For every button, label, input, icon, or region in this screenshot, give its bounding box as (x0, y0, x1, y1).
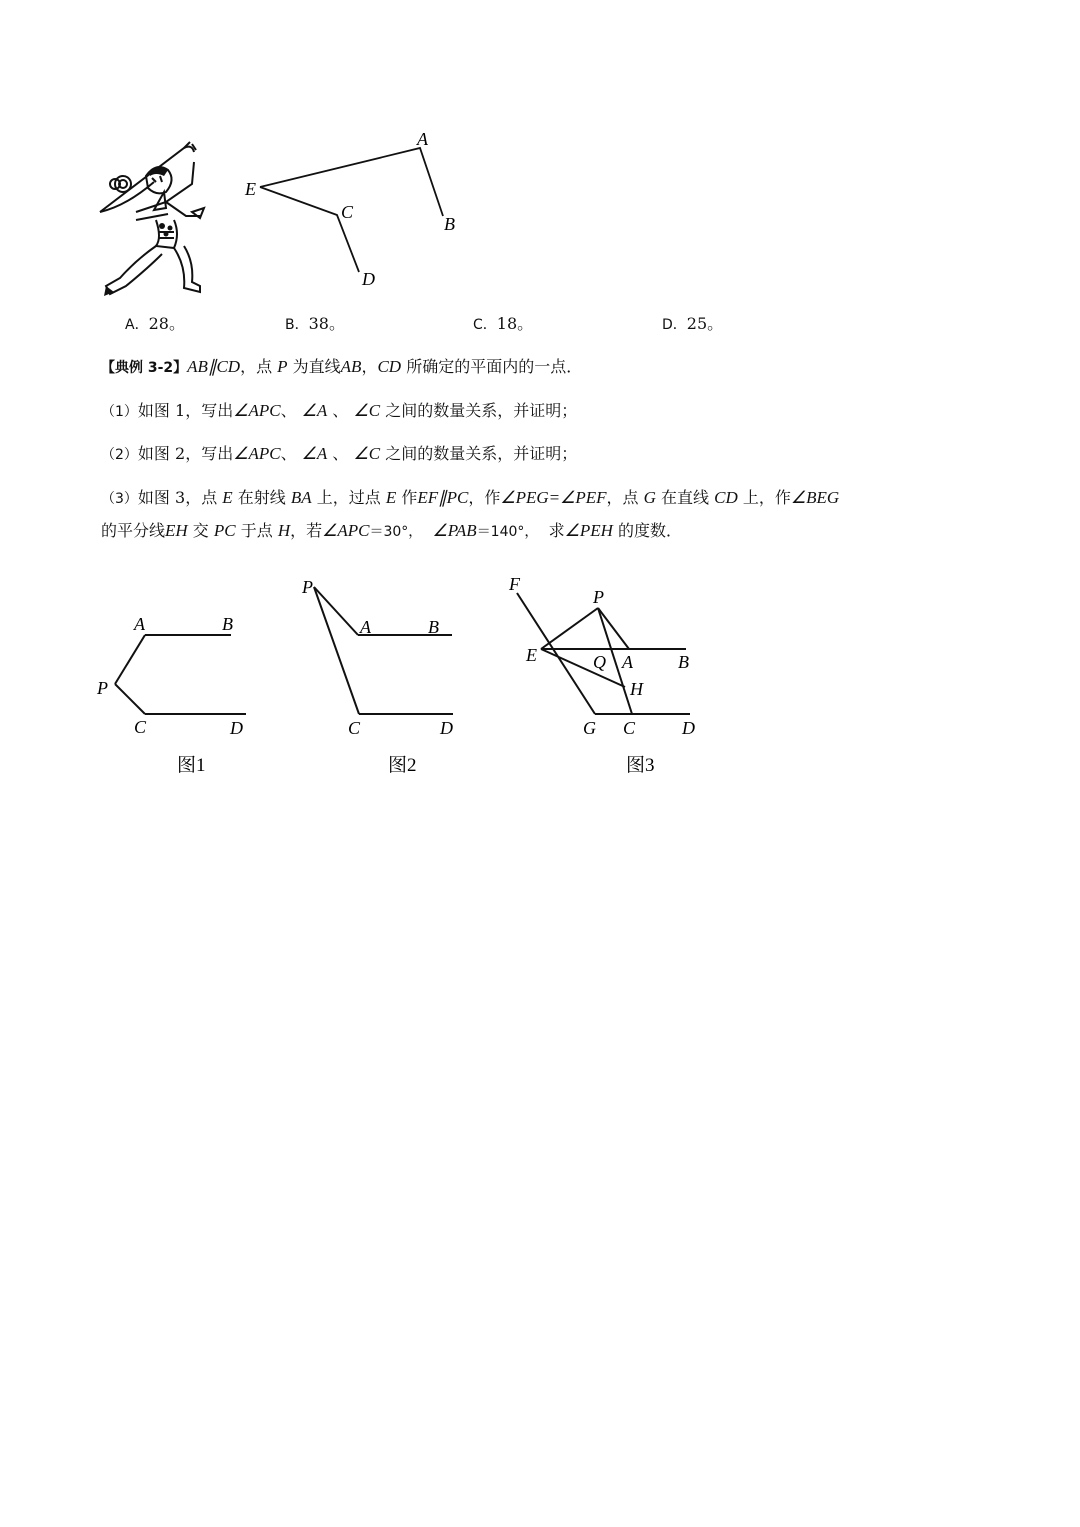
fig3-label-p: P (593, 587, 604, 607)
angle-value: ＝30°， (369, 524, 423, 540)
dancer-illustration (96, 136, 208, 302)
angle-peh: ∠PEH (564, 521, 613, 540)
label-e: E (245, 179, 256, 199)
fig2-label-d: D (440, 718, 453, 738)
fig1-label-c: C (134, 717, 147, 737)
parallel-ef-pc: EF∥PC (417, 488, 469, 507)
fig3-label-a: A (622, 652, 633, 672)
ray-ba: BA (290, 488, 312, 507)
option-value: 28 (148, 314, 169, 333)
option-d (662, 311, 723, 334)
question-text: 的度数． (618, 521, 683, 540)
angle-a: ∠A (301, 401, 328, 420)
question-text: ，若 (290, 521, 323, 540)
fig3-label-c: C (623, 718, 636, 738)
question-text: 交 (192, 521, 209, 540)
segment-pa (115, 635, 145, 684)
question-text: 在射线 (237, 488, 286, 507)
option-letter: A． (125, 317, 149, 333)
question-text: 作 (401, 488, 418, 507)
fig3-caption: 图3 (626, 755, 655, 776)
question-text: 之间的数量关系，并证明； (385, 401, 578, 420)
question-3-line-2 (101, 520, 682, 543)
angle-a: ∠A (301, 444, 328, 463)
fig3-label-d: D (682, 718, 695, 738)
angle-equation: ∠PEG=∠PEF (500, 488, 607, 507)
figures-row (0, 560, 760, 790)
figure-3 (508, 574, 695, 776)
question-text: 如图 3，点 (137, 488, 218, 507)
question-text: 如图 1，写出 (137, 401, 234, 420)
fig3-label-f: F (509, 574, 520, 594)
point-e: E (222, 488, 233, 507)
statement-text: 为直线 (292, 357, 341, 376)
label-a: A (417, 129, 428, 149)
statement-text: ， (361, 357, 378, 376)
angle-value: ＝140°， (476, 524, 539, 540)
fig2-label-a: A (360, 617, 371, 637)
question-text: ，点 (606, 488, 639, 507)
separator: 、 (280, 444, 297, 463)
question-3-line-1 (101, 487, 839, 510)
fig1-caption: 图1 (177, 755, 206, 776)
line-cd: CD (714, 488, 738, 507)
segment-ep (541, 608, 598, 649)
question-text: 如图 2，写出 (137, 444, 234, 463)
question-text: 上，过点 (316, 488, 381, 507)
point-e: E (385, 488, 397, 507)
statement-text: 所确定的平面内的一点． (406, 357, 583, 376)
question-2 (101, 443, 577, 466)
question-number: （2） (101, 447, 138, 463)
question-text: 求 (548, 521, 565, 540)
polyline-e-c-d (260, 187, 359, 272)
separator: 、 (280, 401, 297, 420)
option-b (285, 311, 345, 334)
fig2-label-p: P (302, 577, 313, 597)
angle-beg: ∠BEG (790, 488, 840, 507)
fig2-label-b: B (428, 617, 439, 637)
segment-pc (115, 684, 145, 714)
option-unit: 。 (168, 314, 185, 333)
statement-point-p: P (277, 357, 288, 376)
fig3-label-q: Q (593, 652, 606, 672)
option-value: 25 (686, 314, 708, 333)
question-text: 在直线 (661, 488, 710, 507)
fig3-label-e: E (526, 645, 537, 665)
figure-2 (301, 577, 453, 776)
example-statement (101, 356, 582, 379)
option-letter: B． (285, 317, 309, 333)
angle-pab: ∠PAB (432, 521, 477, 540)
option-unit: 。 (517, 314, 534, 333)
angle-apc: ∠APC (233, 444, 281, 463)
question-number: （1） (101, 404, 138, 420)
option-value: 18 (496, 314, 518, 333)
question-text: 于点 (240, 521, 273, 540)
separator: 、 (332, 444, 349, 463)
fig1-label-b: B (222, 614, 233, 634)
segment-pc: PC (213, 521, 236, 540)
option-unit: 。 (707, 314, 724, 333)
question-number: （3） (101, 491, 138, 507)
question-text: 的平分线 (101, 521, 166, 540)
statement-line-cd: CD (377, 357, 402, 376)
question-text: 上，作 (742, 488, 791, 507)
label-c: C (341, 202, 354, 222)
bisector-eh: EH (165, 521, 188, 540)
question-1 (101, 400, 577, 423)
fig1-label-d: D (230, 718, 243, 738)
fig1-label-a: A (134, 614, 145, 634)
fig2-caption: 图2 (388, 755, 417, 776)
segment-pc (314, 587, 359, 714)
option-value: 38 (308, 314, 329, 333)
point-g: G (643, 488, 656, 507)
label-b: B (444, 214, 455, 234)
top-angle-figure (238, 124, 468, 294)
question-text: 之间的数量关系，并证明； (385, 444, 578, 463)
statement-parallel: AB∥CD (187, 357, 241, 376)
option-a (125, 311, 185, 334)
question-text: ，作 (468, 488, 501, 507)
fig3-label-h: H (630, 679, 643, 699)
option-c (473, 311, 533, 334)
fig3-label-g: G (583, 718, 596, 738)
angle-c: ∠C (353, 444, 381, 463)
fig2-label-c: C (348, 718, 361, 738)
statement-text: ，点 (240, 357, 273, 376)
option-unit: 。 (328, 314, 345, 333)
example-tag: 【典例 3-2】 (101, 360, 188, 376)
fig1-label-p: P (97, 678, 108, 698)
option-letter: D． (662, 317, 687, 333)
angle-apc: ∠APC (322, 521, 370, 540)
angle-apc: ∠APC (233, 401, 281, 420)
segment-pa (314, 587, 358, 635)
figure-1 (96, 614, 246, 776)
separator: 、 (332, 401, 349, 420)
statement-line-ab: AB (340, 357, 362, 376)
angle-c: ∠C (353, 401, 381, 420)
fig3-label-b: B (678, 652, 689, 672)
option-letter: C． (473, 317, 497, 333)
label-d: D (362, 269, 375, 289)
segment-pa (598, 608, 629, 649)
point-h: H (277, 521, 291, 540)
